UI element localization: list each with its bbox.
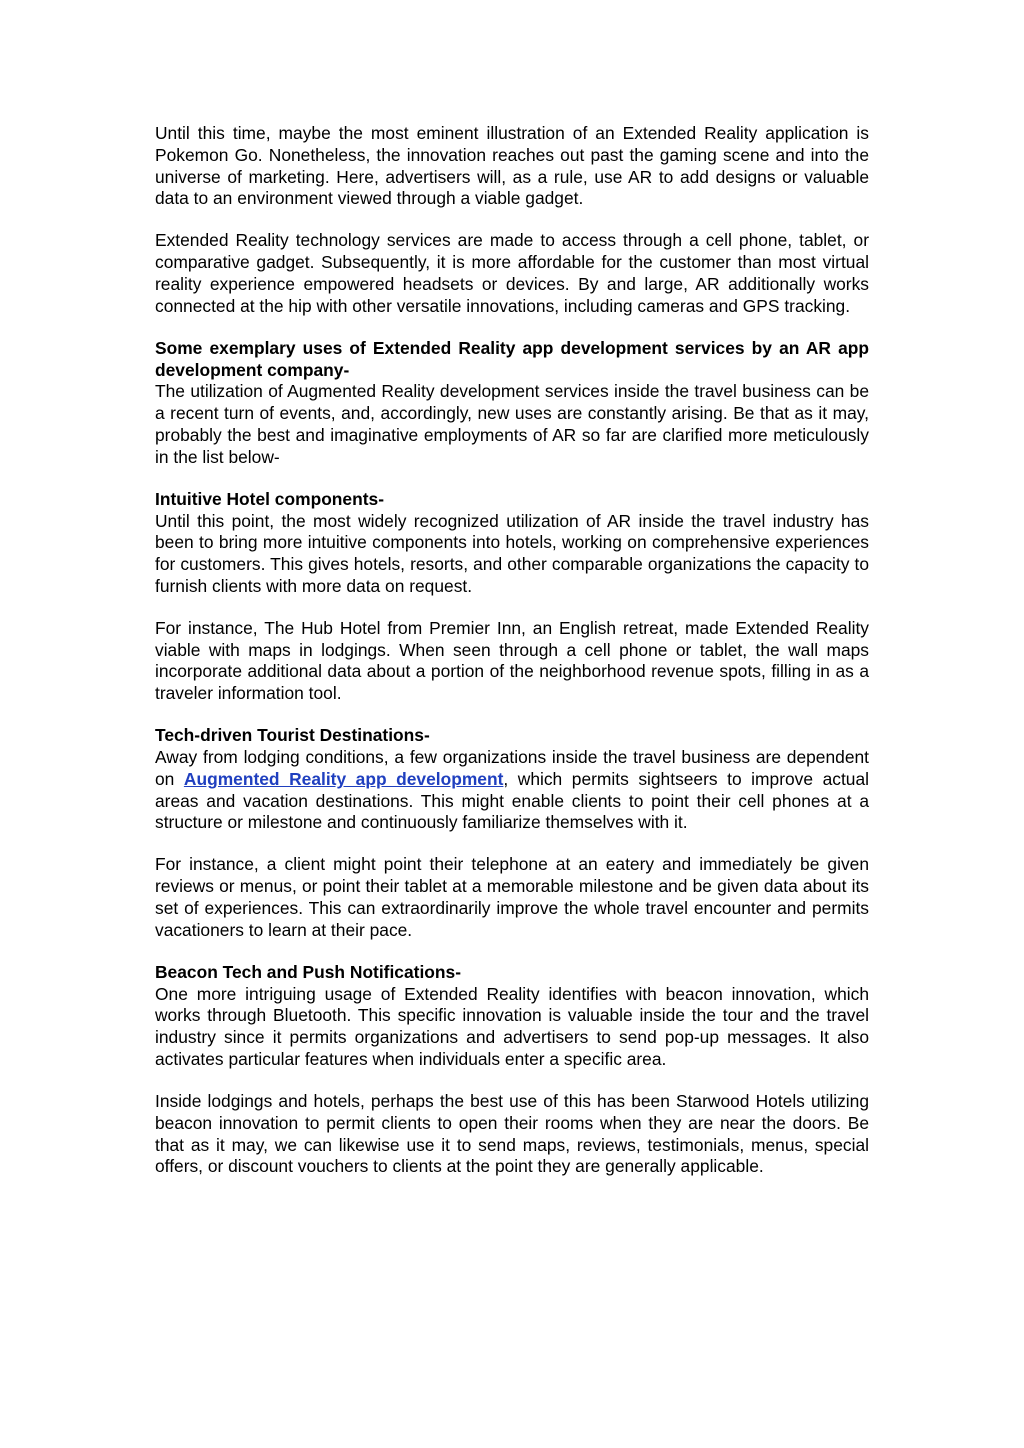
section-heading: Beacon Tech and Push Notifications- (155, 961, 461, 982)
section-exemplary-uses (155, 338, 869, 469)
paragraph-text (155, 747, 869, 834)
text-before-link: Away from lodging conditions, a few organizations inside the travel business are dependent on (155, 747, 869, 789)
paragraph-text: For instance, The Hub Hotel from Premier Inn, an English retreat, made Extended Reality viable with maps in lodgings. When seen through a cell phone or tablet, the wall maps incorporate additional data about a portion of the neighborhood revenue spots, filling in as a traveler information tool. (155, 617, 869, 704)
section-beacon-tech (155, 962, 869, 1071)
paragraph-text: Until this time, maybe the most eminent illustration of an Extended Reality application is Pokemon Go. Nonetheless, the innovation reaches out past the gaming scene and into the universe of marketing. Here, advertisers will, as a rule, use AR to add designs or valuable data to an environment viewed through a viable gadget. (155, 123, 869, 209)
ar-app-development-link[interactable]: Augmented Reality app development (183, 768, 504, 789)
text-after-link: , which permits sightseers to improve actual areas and vacation destinations. This might enable clients to point their cell phones at a structure or milestone and continuously familiarize themselves with it. (155, 768, 869, 833)
paragraph-text: For instance, a client might point their telephone at an eatery and immediately be given reviews or menus, or point their tablet at a memorable milestone and be given data about its set of experiences. This can extraordinarily improve the whole travel encounter and permits vacationers to learn at their pace. (155, 854, 869, 940)
paragraph-intro (155, 123, 869, 210)
section-tourist-destinations (155, 725, 869, 834)
paragraph-text: One more intriguing usage of Extended Reality identifies with beacon innovation, which works through Bluetooth. This specific innovation is valuable inside the tour and the travel industry since it permits organizations and advertisers to send pop-up messages. It also activates particular features when individuals enter a specific area. (155, 983, 869, 1069)
paragraph-starwood (155, 1091, 869, 1178)
section-hotel-components (155, 489, 869, 598)
paragraph-text: Until this point, the most widely recognized utilization of AR inside the travel industry has been to bring more intuitive components into hotels, working on comprehensive experiences for customers. This gives hotels, resorts, and other comparable organizations the capacity to furnish clients with more data on request. (155, 510, 869, 596)
paragraph-text: Inside lodgings and hotels, perhaps the best use of this has been Starwood Hotels utilizing beacon innovation to permit clients to open their rooms when they are near the doors. Be that as it may, we can likewise use it to send maps, reviews, testimonials, menus, special offers, or discount vouchers to clients at the point they are generally applicable. (155, 1090, 869, 1177)
section-heading: Tech-driven Tourist Destinations- (155, 725, 430, 746)
document-page (155, 123, 869, 1198)
paragraph-text: The utilization of Augmented Reality development services inside the travel business can be a recent turn of events, and, accordingly, new uses are constantly arising. Be that as it may, probably the best and imaginative employments of AR so far are clarified more meticulously in the list below- (155, 381, 869, 467)
section-heading: Intuitive Hotel components- (155, 488, 384, 509)
paragraph-eatery-example (155, 854, 869, 941)
paragraph-text: Extended Reality technology services are made to access through a cell phone, tablet, or comparative gadget. Subsequently, it is more affordable for the customer than most virtual reality experience empowered headsets or devices. By and large, AR additionally works connected at the hip with other versatile innovations, including cameras and GPS tracking. (155, 230, 869, 316)
section-heading: Some exemplary uses of Extended Reality app development services by an AR app development company- (155, 337, 869, 380)
paragraph-hub-hotel (155, 618, 869, 705)
paragraph-technology (155, 230, 869, 317)
